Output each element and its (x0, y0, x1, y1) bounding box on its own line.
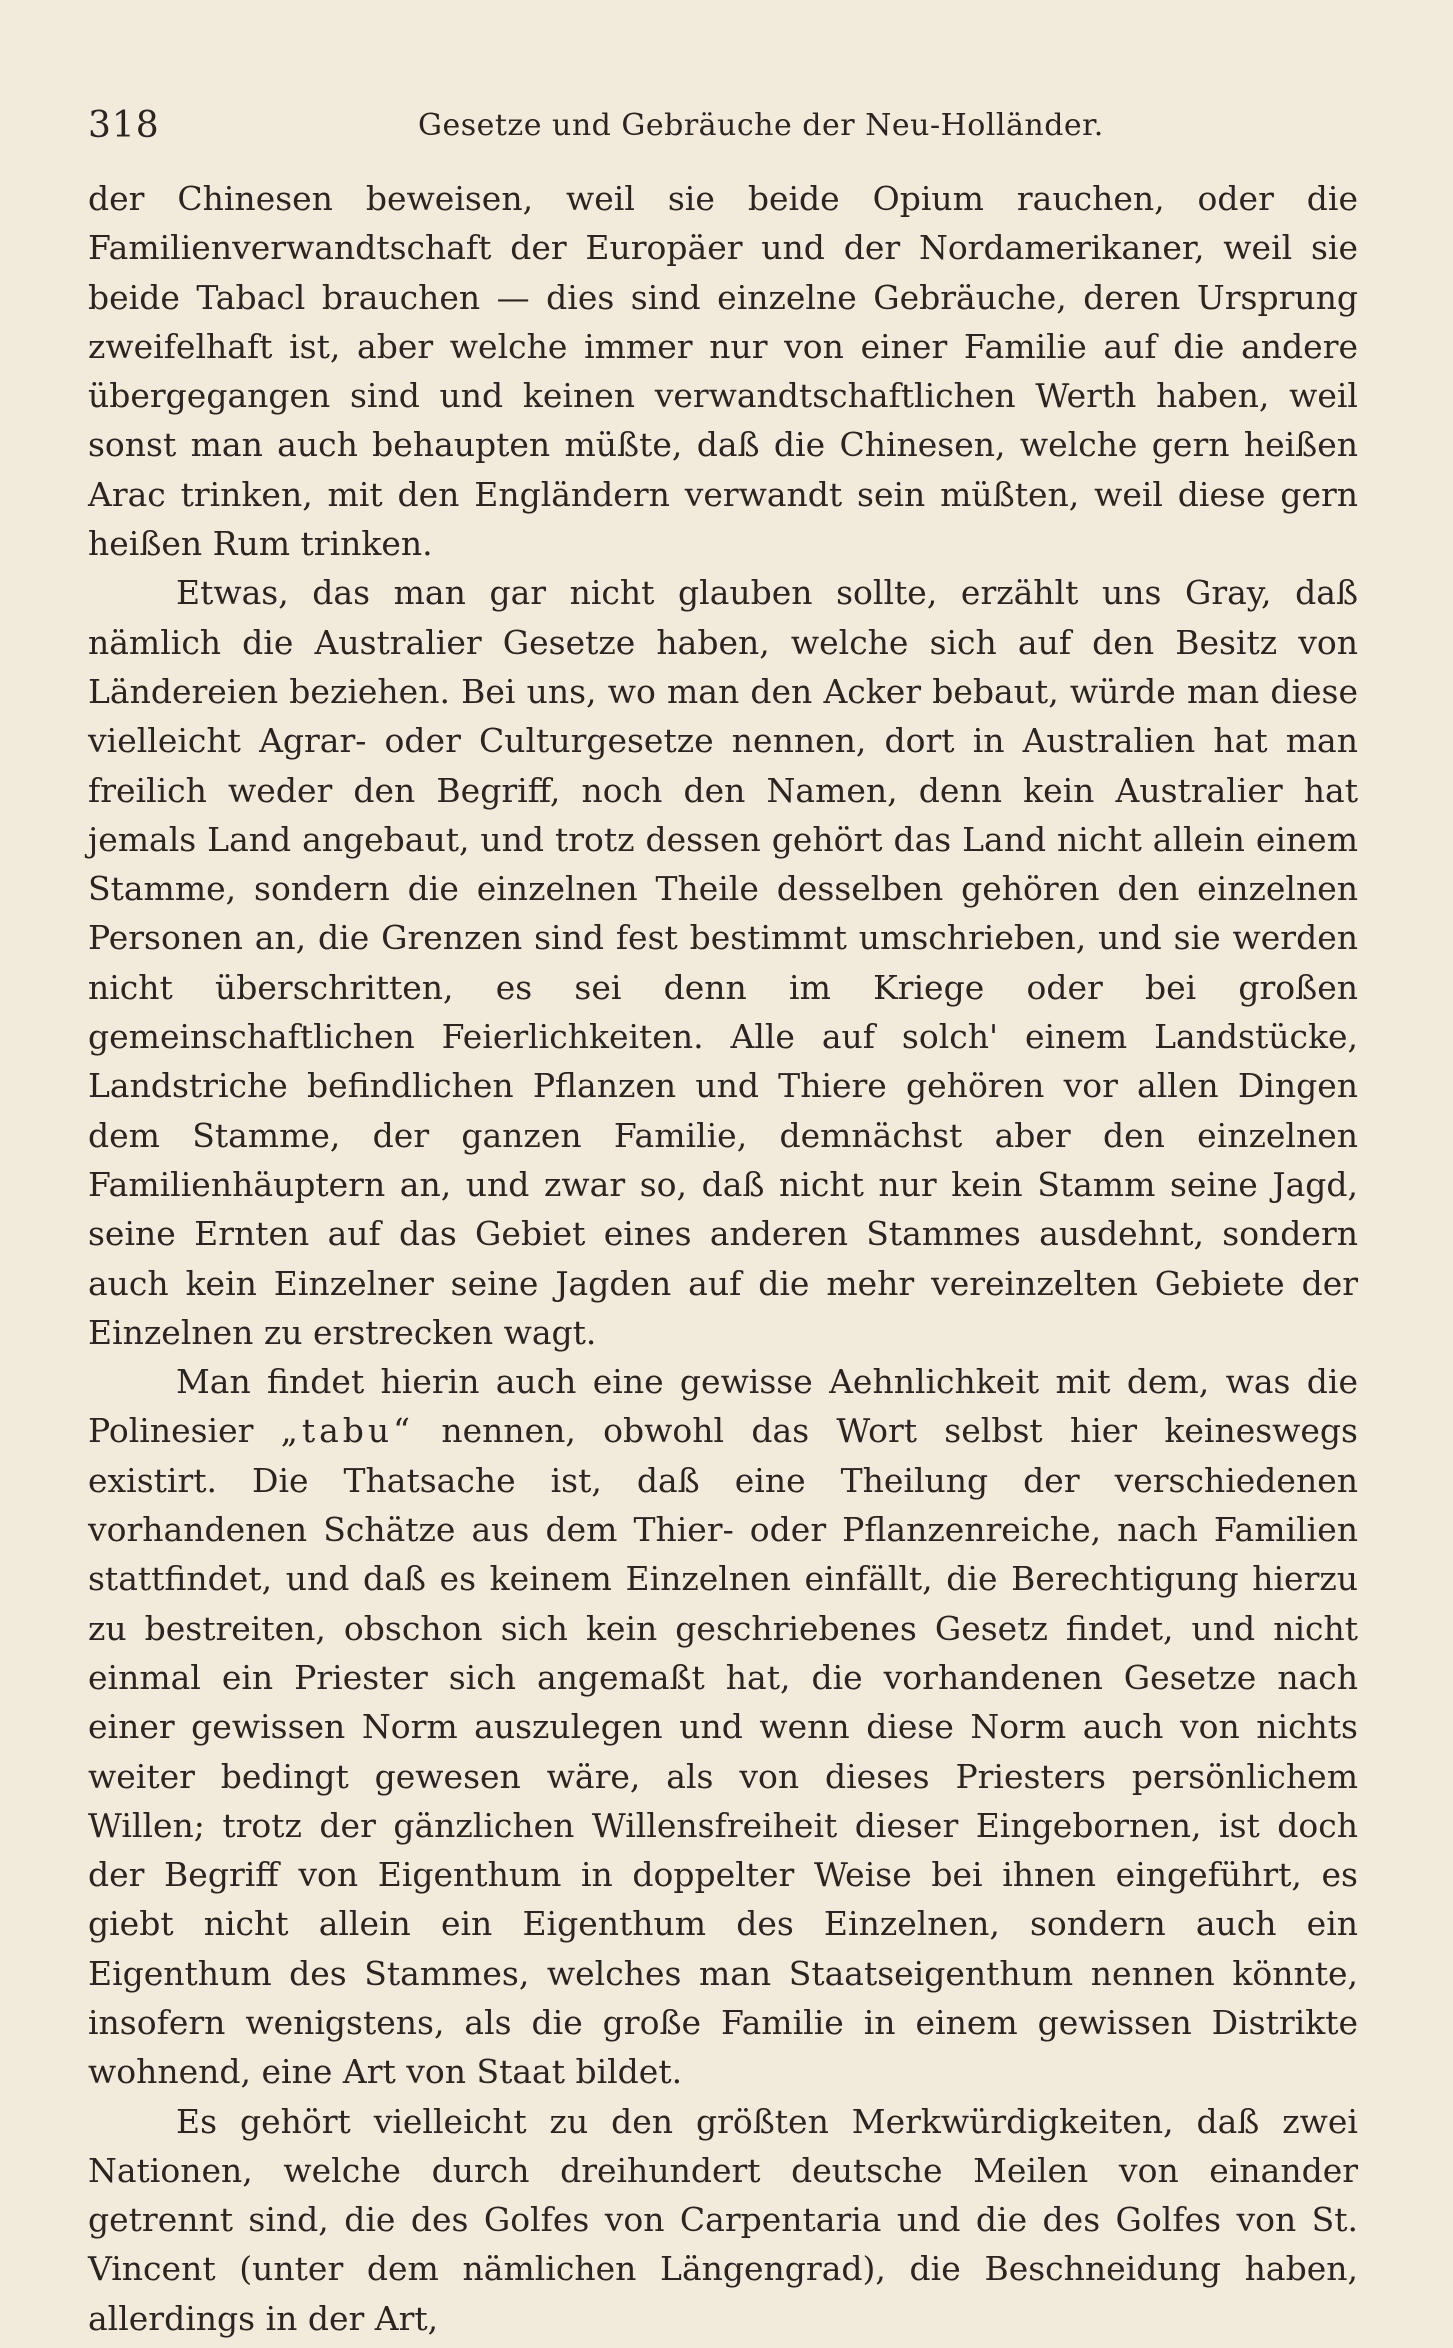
tabu-term: „tabu“ (280, 1411, 415, 1451)
body-text (88, 174, 1358, 2343)
paragraph-3-start: Man findet hierin auch eine gewisse Aehnlichkeit mit dem, was die Polinesier (88, 1362, 1358, 1451)
paragraph-3 (88, 1357, 1358, 2096)
paragraph-2: Etwas, das man gar nicht glauben sollte, erzählt uns Gray, daß nämlich die Australier Gesetze haben, welche sich auf den Besitz von Ländereien beziehen. Bei uns, wo man den Acker bebaut, würde man diese vielleicht Agrar- oder Culturgesetze nennen, dort in Australien hat man freilich weder den Begriff, noch den Namen, denn kein Australier hat jemals Land angebaut, und trotz dessen gehört das Land nicht allein einem Stamme, sondern die einzelnen Theile desselben gehören den einzelnen Personen an, die Grenzen sind fest bestimmt umschrieben, und sie werden nicht überschritten, es sei denn im Kriege oder bei großen gemeinschaftlichen Feierlichkeiten. Alle auf solch' einem Landstücke, Landstriche befindlichen Pflanzen und Thiere gehören vor allen Dingen dem Stamme, der ganzen Familie, demnächst aber den einzelnen Familienhäuptern an, und zwar so, daß nicht nur kein Stamm seine Jagd, seine Ernten auf das Gebiet eines anderen Stammes ausdehnt, sondern auch kein Einzelner seine Jagden auf die mehr vereinzelten Gebiete der Einzelnen zu erstrecken wagt. (88, 573, 1358, 1352)
paragraph-1: der Chinesen beweisen, weil sie beide Opium rauchen, oder die Familienverwandtschaft der Europäer und der Nordamerikaner, weil sie beide Tabacl brauchen — dies sind einzelne Gebräuche, deren Ursprung zweifelhaft ist, aber welche immer nur von einer Familie auf die andere übergegangen sind und keinen verwandtschaftlichen Werth haben, weil sonst man auch behaupten müßte, daß die Chinesen, welche gern heißen Arac trinken, mit den Engländern verwandt sein müßten, weil diese gern heißen Rum trinken. (88, 179, 1358, 564)
page-header (88, 96, 1358, 156)
page-number: 318 (88, 105, 160, 146)
paragraph-4: Es gehört vielleicht zu den größten Merkwürdigkeiten, daß zwei Nationen, welche durch dreihundert deutsche Meilen von einander getrennt sind, die des Golfes von Carpentaria und die des Golfes von St. Vincent (unter dem nämlichen Längengrad), die Beschneidung haben, allerdings in der Art, (88, 2101, 1358, 2338)
paragraph-3-rest: nennen, obwohl das Wort selbst hier keineswegs existirt. Die Thatsache ist, daß eine Theilung der verschiedenen vorhandenen Schätze aus dem Thier- oder Pflanzenreiche, nach Familien stattfindet, und daß es keinem Einzelnen einfällt, die Berechtigung hierzu zu bestreiten, obschon sich kein geschriebenes Gesetz findet, und nicht einmal ein Priester sich angemaßt hat, die vorhandenen Gesetze nach einer gewissen Norm auszulegen und wenn diese Norm auch von nichts weiter bedingt gewesen wäre, als von dieses Priesters persönlichem Willen; trotz der gänzlichen Willensfreiheit dieser Eingebornen, ist doch der Begriff von Eigenthum in doppelter Weise bei ihnen eingeführt, es giebt nicht allein ein Eigenthum des Einzelnen, sondern auch ein Eigenthum des Stammes, welches man Staatseigenthum nennen könnte, insofern wenigstens, als die große Familie in einem gewissen Distrikte wohnend, eine Art von Staat bildet. (88, 1411, 1358, 2092)
running-title: Gesetze und Gebräuche der Neu-Holländer. (418, 108, 1104, 143)
